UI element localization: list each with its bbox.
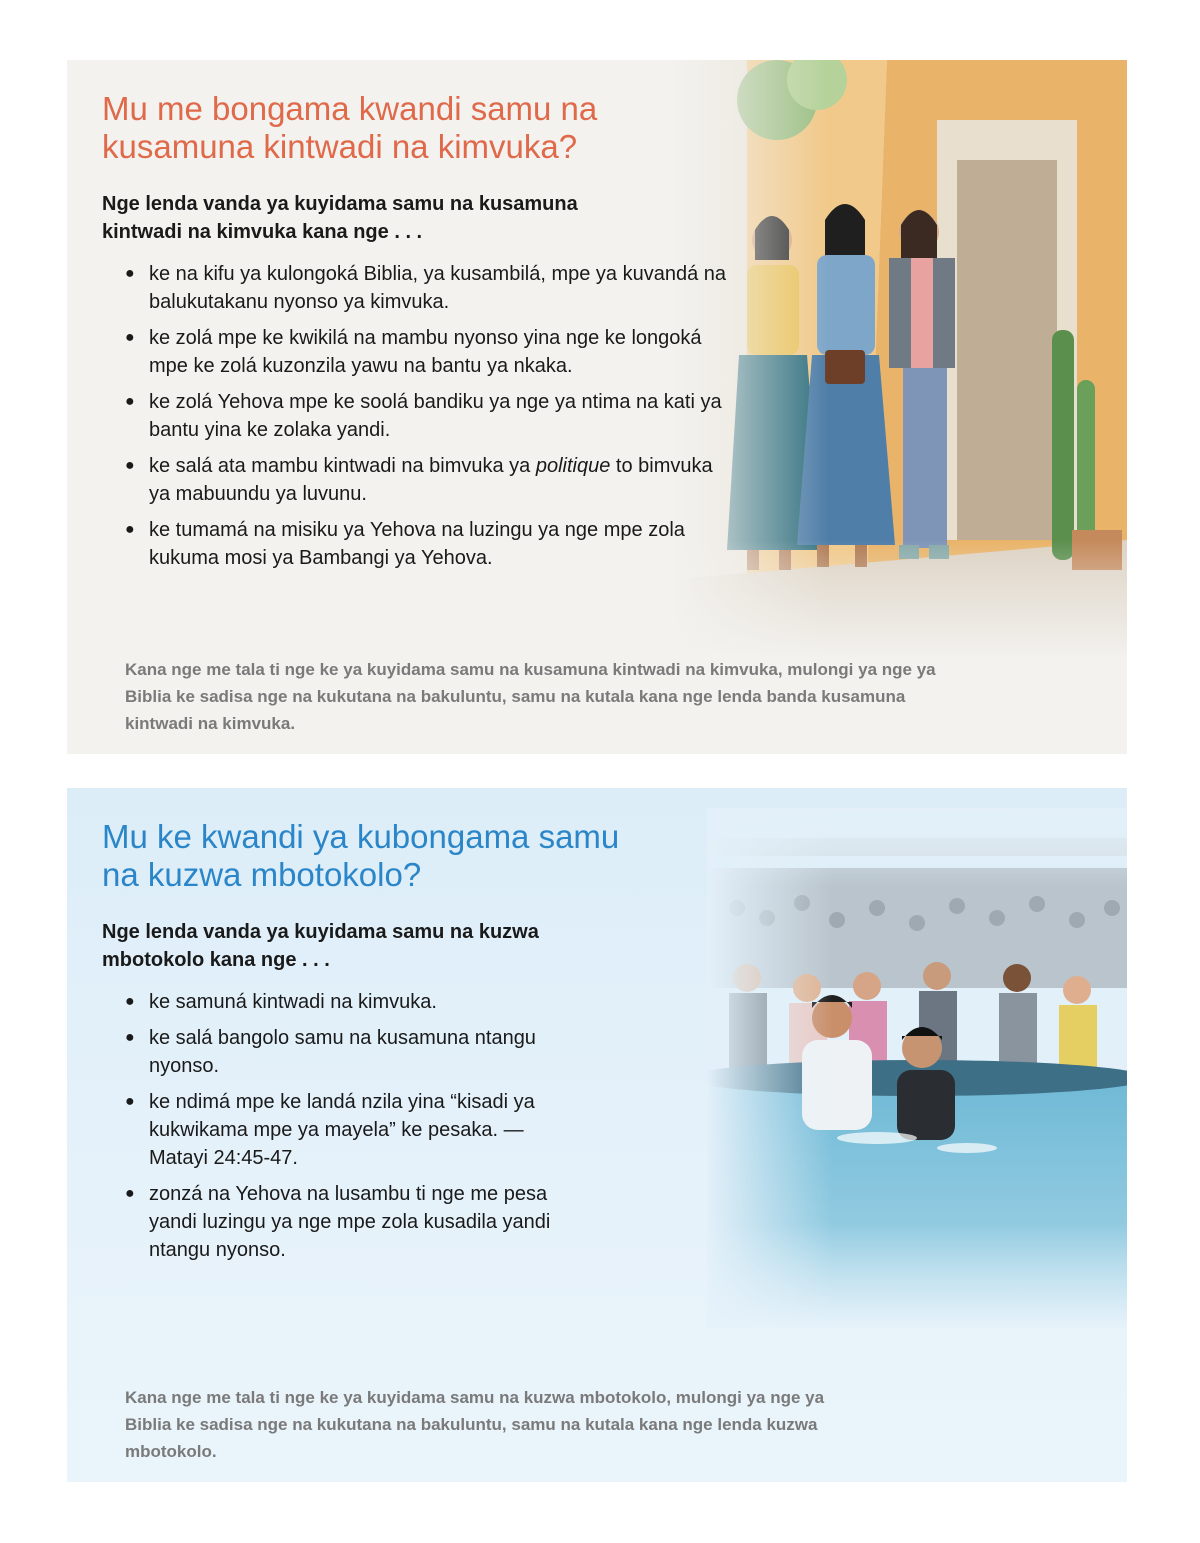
bullet-icon: ● [125,265,135,282]
list-item: ● ke na kifu ya kulongoká Biblia, ya kusambilá, mpe ya kuvandá na balukutakanu nyonso ya kimvuka. [125,260,735,316]
section-title: Mu ke kwandi ya kubongama samu na kuzwa mbotokolo? [102,818,620,893]
baptism-illustration [707,808,1127,1328]
section-note: Kana nge me tala ti nge ke ya kuyidama samu na kuzwa mbotokolo, mulongi ya nge ya Biblia ke sadisa nge na kukutana na bakuluntu, samu na kutala kana nge lenda kuzwa mbotokolo. [125,1388,825,1461]
section-title: Mu me bongama kwandi samu na kusamuna kintwadi na kimvuka? [102,90,598,165]
bullet-icon: ● [125,393,135,410]
list-item: ● zonzá na Yehova na lusambu ti nge me pesa yandi luzingu ya nge mpe zola kusadila yandi ntangu nyonso. [125,1180,575,1264]
list-item: ● ke samuná kintwadi na kimvuka. [125,988,575,1016]
bullet-icon: ● [125,329,135,346]
section-lead: Nge lenda vanda ya kuyidama samu na kuzwa mbotokolo kana nge . . . [102,921,539,971]
requirement-list [125,988,575,1272]
list-item: ● ke salá bangolo samu na kusamuna ntangu nyonso. [125,1024,575,1080]
bullet-icon: ● [125,521,135,538]
section-note: Kana nge me tala ti nge ke ya kuyidama samu na kusamuna kintwadi na kimvuka, mulongi ya nge ya Biblia ke sadisa nge na kukutana na bakuluntu, samu na kutala kana nge lenda banda kusamuna kintwadi na kimvuka. [125,660,936,733]
section-lead: Nge lenda vanda ya kuyidama samu na kusamuna kintwadi na kimvuka kana nge . . . [102,193,578,243]
bullet-icon: ● [125,1093,135,1110]
list-item: ● ke tumamá na misiku ya Yehova na luzingu ya nge mpe zola kukuma mosi ya Bambangi ya Yehova. [125,516,735,572]
bullet-icon: ● [125,993,135,1010]
list-item: ● ke ndimá mpe ke landá nzila yina “kisadi ya kukwikama mpe ya mayela” ke pesaka. —Matayi 24:45-47. [125,1088,575,1172]
list-item: ● ke zolá mpe ke kwikilá na mambu nyonso yina nge ke longoká mpe ke zolá kuzonzila yawu na bantu ya nkaka. [125,324,735,380]
list-item: ● ke salá ata mambu kintwadi na bimvuka ya politique to bimvuka ya mabuundu ya luvunu. [125,452,735,508]
preaching-panel [67,60,1127,754]
bullet-icon: ● [125,457,135,474]
requirement-list [125,260,735,580]
list-item: ● ke zolá Yehova mpe ke soolá bandiku ya nge ya ntima na kati ya bantu yina ke zolaka yandi. [125,388,735,444]
italic-term: politique [535,455,611,477]
bullet-icon: ● [125,1029,135,1046]
baptism-panel [67,788,1127,1482]
bullet-icon: ● [125,1185,135,1202]
preaching-illustration [667,60,1127,660]
